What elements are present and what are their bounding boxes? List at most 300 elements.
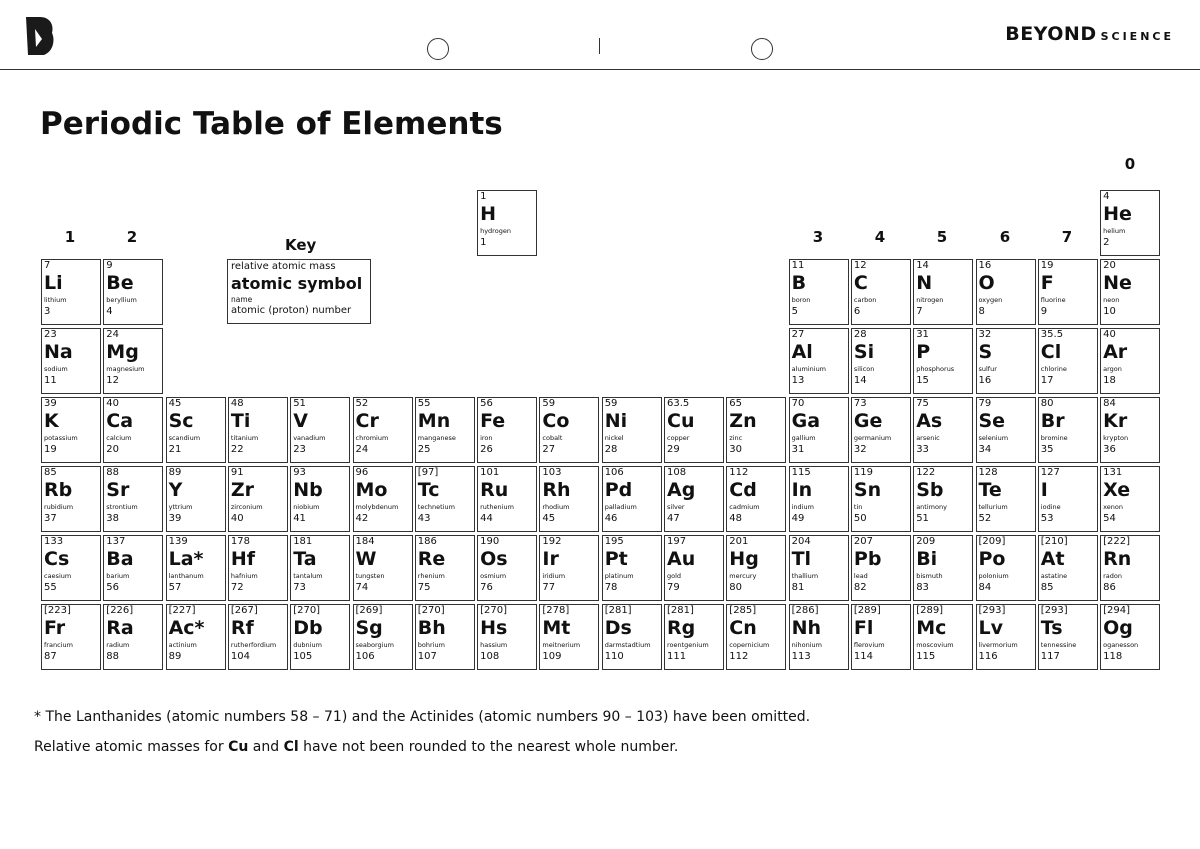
element-number: 78 <box>604 582 618 593</box>
element-number: 38 <box>106 513 120 524</box>
element-symbol: Br <box>1040 410 1065 432</box>
element-cell-chlorine <box>1038 328 1098 394</box>
element-number: 1 <box>480 237 487 248</box>
element-number: 9 <box>1040 306 1048 317</box>
element-name: tantalum <box>293 572 323 580</box>
element-name: antimony <box>916 503 947 511</box>
element-mass: 190 <box>480 536 500 547</box>
center-mark <box>599 38 600 54</box>
element-cell-nihonium <box>789 604 849 670</box>
element-mass: 207 <box>853 536 873 547</box>
element-name: chromium <box>355 434 389 442</box>
element-cell-moscovium <box>913 604 973 670</box>
element-symbol: Au <box>667 548 696 570</box>
element-cell-potassium <box>41 397 101 463</box>
element-mass: 197 <box>667 536 687 547</box>
element-cell-hassium <box>477 604 537 670</box>
element-symbol: Po <box>978 548 1006 570</box>
element-symbol: Si <box>853 341 875 363</box>
element-mass: 59 <box>542 398 556 409</box>
element-cell-dubnium <box>290 604 350 670</box>
element-mass: 101 <box>480 467 500 478</box>
element-symbol: He <box>1103 203 1132 225</box>
group-label-7: 7 <box>1061 228 1073 246</box>
element-cell-thallium <box>789 535 849 601</box>
element-cell-zinc <box>726 397 786 463</box>
element-name: copper <box>667 434 690 442</box>
element-number: 31 <box>791 444 805 455</box>
element-mass: 27 <box>791 329 805 340</box>
element-name: rhodium <box>542 503 570 511</box>
element-mass: [281] <box>604 605 632 616</box>
element-name: caesium <box>44 572 72 580</box>
element-number: 6 <box>853 306 861 317</box>
element-symbol: Hs <box>480 617 508 639</box>
element-mass: 80 <box>1040 398 1054 409</box>
element-name: technetium <box>417 503 455 511</box>
element-name: livermorium <box>978 641 1018 649</box>
element-number: 33 <box>916 444 929 455</box>
element-symbol: Se <box>978 410 1006 432</box>
element-name: molybdenum <box>355 503 399 511</box>
element-symbol: Xe <box>1103 479 1131 501</box>
element-symbol: Al <box>791 341 813 363</box>
element-name: xenon <box>1103 503 1123 511</box>
element-mass: 23 <box>44 329 57 340</box>
element-number: 24 <box>355 444 369 455</box>
element-cell-gold <box>664 535 724 601</box>
element-symbol: Cl <box>1040 341 1062 363</box>
element-name: bismuth <box>916 572 943 580</box>
element-symbol: Mg <box>106 341 139 363</box>
element-symbol: Ti <box>230 410 251 432</box>
element-cell-oganesson <box>1100 604 1160 670</box>
element-mass: 51 <box>293 398 306 409</box>
element-symbol: Lv <box>978 617 1003 639</box>
element-cell-lithium <box>41 259 101 325</box>
element-name: phosphorus <box>916 365 955 373</box>
element-cell-copernicium <box>726 604 786 670</box>
key-name-label: name <box>231 295 253 304</box>
element-name: beryllium <box>106 296 137 304</box>
element-number: 21 <box>168 444 182 455</box>
element-number: 12 <box>106 375 120 386</box>
element-number: 49 <box>791 513 805 524</box>
element-name: moscovium <box>916 641 954 649</box>
element-cell-flerovium <box>851 604 911 670</box>
element-symbol: In <box>791 479 813 501</box>
element-number: 72 <box>230 582 244 593</box>
element-symbol: Hg <box>729 548 759 570</box>
element-name: thallium <box>791 572 819 580</box>
element-cell-germanium <box>851 397 911 463</box>
brand-main: BEYOND <box>1005 23 1097 45</box>
key-symbol-label: atomic symbol <box>231 274 363 293</box>
element-name: neon <box>1103 296 1120 304</box>
element-symbol: W <box>355 548 377 570</box>
element-name: nickel <box>604 434 624 442</box>
element-name: iron <box>480 434 493 442</box>
element-cell-silicon <box>851 328 911 394</box>
element-number: 55 <box>44 582 57 593</box>
element-mass: 127 <box>1040 467 1060 478</box>
element-cell-arsenic <box>913 397 973 463</box>
element-name: rutherfordium <box>230 641 277 649</box>
element-symbol: Mn <box>417 410 451 432</box>
element-number: 87 <box>44 651 57 662</box>
element-name: nitrogen <box>916 296 944 304</box>
element-name: mercury <box>729 572 757 580</box>
element-mass: [223] <box>44 605 71 616</box>
element-name: iridium <box>542 572 566 580</box>
element-mass: 20 <box>1103 260 1116 271</box>
element-name: darmstadtium <box>604 641 651 649</box>
element-number: 73 <box>293 582 306 593</box>
element-cell-rhodium <box>539 466 599 532</box>
element-symbol: Cr <box>355 410 379 432</box>
element-number: 34 <box>978 444 992 455</box>
element-name: lithium <box>44 296 67 304</box>
element-name: hassium <box>480 641 508 649</box>
beyond-logo-icon <box>22 15 56 57</box>
element-cell-boron <box>789 259 849 325</box>
element-symbol: Ac* <box>168 617 205 639</box>
element-mass: 1 <box>480 191 487 202</box>
element-symbol: Ta <box>293 548 317 570</box>
element-symbol: Sr <box>106 479 130 501</box>
element-number: 29 <box>667 444 680 455</box>
element-cell-tungsten <box>353 535 413 601</box>
key-box <box>227 259 371 324</box>
rounding-and: and <box>248 739 284 755</box>
element-symbol: Bh <box>417 617 446 639</box>
element-name: hafnium <box>230 572 258 580</box>
element-number: 81 <box>791 582 805 593</box>
element-number: 19 <box>44 444 57 455</box>
element-name: bohrium <box>417 641 445 649</box>
element-symbol: Sn <box>853 479 882 501</box>
element-name: niobium <box>293 503 320 511</box>
element-cell-chromium <box>353 397 413 463</box>
element-name: palladium <box>604 503 637 511</box>
element-symbol: Ts <box>1040 617 1063 639</box>
element-symbol: Tc <box>417 479 440 501</box>
element-symbol: Os <box>480 548 508 570</box>
element-number: 37 <box>44 513 57 524</box>
element-cell-polonium <box>976 535 1036 601</box>
element-cell-hafnium <box>228 535 288 601</box>
element-cell-krypton <box>1100 397 1160 463</box>
element-cell-helium <box>1100 190 1160 256</box>
element-cell-actinium <box>166 604 226 670</box>
element-name: roentgenium <box>667 641 709 649</box>
element-mass: [289] <box>853 605 881 616</box>
element-symbol: Ar <box>1103 341 1128 363</box>
page-title: Periodic Table of Elements <box>40 106 503 142</box>
element-number: 109 <box>542 651 562 662</box>
element-cell-xenon <box>1100 466 1160 532</box>
element-symbol: Mc <box>916 617 947 639</box>
element-mass: [286] <box>791 605 819 616</box>
element-mass: [269] <box>355 605 383 616</box>
element-mass: 39 <box>44 398 57 409</box>
element-name: radium <box>106 641 130 649</box>
element-name: lanthanum <box>168 572 204 580</box>
element-symbol: Db <box>293 617 323 639</box>
element-cell-manganese <box>415 397 475 463</box>
element-name: bromine <box>1040 434 1068 442</box>
element-symbol: Co <box>542 410 570 432</box>
element-number: 84 <box>978 582 992 593</box>
element-name: oganesson <box>1103 641 1139 649</box>
element-cell-barium <box>103 535 163 601</box>
element-symbol: Li <box>44 272 63 294</box>
element-cell-iridium <box>539 535 599 601</box>
element-number: 30 <box>729 444 743 455</box>
element-mass: 93 <box>293 467 306 478</box>
element-number: 57 <box>168 582 182 593</box>
element-mass: 103 <box>542 467 562 478</box>
element-name: rhenium <box>417 572 445 580</box>
element-name: calcium <box>106 434 132 442</box>
element-name: nihonium <box>791 641 822 649</box>
element-name: selenium <box>978 434 1009 442</box>
element-cell-carbon <box>851 259 911 325</box>
element-cell-nitrogen <box>913 259 973 325</box>
element-mass: 178 <box>230 536 250 547</box>
element-number: 11 <box>44 375 57 386</box>
element-name: manganese <box>417 434 456 442</box>
element-number: 13 <box>791 375 805 386</box>
element-name: polonium <box>978 572 1009 580</box>
element-cell-fluorine <box>1038 259 1098 325</box>
element-mass: 70 <box>791 398 805 409</box>
element-name: meitnerium <box>542 641 581 649</box>
element-cell-antimony <box>913 466 973 532</box>
element-symbol: Ge <box>853 410 883 432</box>
element-cell-magnesium <box>103 328 163 394</box>
element-number: 39 <box>168 513 182 524</box>
group-label-3: 3 <box>812 228 824 246</box>
element-symbol: Ru <box>480 479 509 501</box>
element-number: 28 <box>604 444 618 455</box>
element-mass: 204 <box>791 536 811 547</box>
element-number: 52 <box>978 513 992 524</box>
element-mass: 192 <box>542 536 562 547</box>
element-number: 110 <box>604 651 624 662</box>
element-cell-iodine <box>1038 466 1098 532</box>
element-cell-caesium <box>41 535 101 601</box>
rounding-element-cu: Cu <box>228 739 249 755</box>
element-mass: [209] <box>978 536 1006 547</box>
element-mass: 40 <box>1103 329 1116 340</box>
element-symbol: N <box>916 272 933 294</box>
element-number: 14 <box>853 375 867 386</box>
element-symbol: At <box>1040 548 1065 570</box>
element-cell-cobalt <box>539 397 599 463</box>
element-mass: 139 <box>168 536 188 547</box>
element-cell-palladium <box>602 466 662 532</box>
element-symbol: Nh <box>791 617 822 639</box>
element-number: 88 <box>106 651 120 662</box>
element-number: 3 <box>44 306 51 317</box>
element-cell-nickel <box>602 397 662 463</box>
element-cell-sulfur <box>976 328 1036 394</box>
element-symbol: Sg <box>355 617 383 639</box>
brand-sub: SCIENCE <box>1100 30 1174 43</box>
element-cell-bromine <box>1038 397 1098 463</box>
element-number: 117 <box>1040 651 1060 662</box>
element-cell-lanthanum <box>166 535 226 601</box>
element-number: 23 <box>293 444 306 455</box>
key-heading: Key <box>285 236 317 254</box>
element-mass: 73 <box>853 398 867 409</box>
element-symbol: Tl <box>791 548 812 570</box>
element-name: strontium <box>106 503 138 511</box>
element-name: scandium <box>168 434 201 442</box>
element-name: tennessine <box>1040 641 1077 649</box>
element-mass: 84 <box>1103 398 1116 409</box>
element-number: 116 <box>978 651 998 662</box>
element-symbol: Zr <box>230 479 255 501</box>
group-label-2: 2 <box>126 228 138 246</box>
element-mass: [227] <box>168 605 196 616</box>
element-mass: [293] <box>978 605 1006 616</box>
element-symbol: Hf <box>230 548 256 570</box>
element-name: seaborgium <box>355 641 394 649</box>
element-name: germanium <box>853 434 892 442</box>
element-mass: 32 <box>978 329 992 340</box>
element-number: 10 <box>1103 306 1116 317</box>
element-name: radon <box>1103 572 1122 580</box>
element-cell-titanium <box>228 397 288 463</box>
element-number: 26 <box>480 444 493 455</box>
element-name: silver <box>667 503 685 511</box>
element-mass: 133 <box>44 536 64 547</box>
element-symbol: Ra <box>106 617 134 639</box>
element-symbol: Fe <box>480 410 506 432</box>
element-name: vanadium <box>293 434 326 442</box>
element-mass: 56 <box>480 398 493 409</box>
element-name: arsenic <box>916 434 940 442</box>
element-symbol: Be <box>106 272 134 294</box>
element-cell-zirconium <box>228 466 288 532</box>
element-name: argon <box>1103 365 1122 373</box>
element-mass: 195 <box>604 536 624 547</box>
element-cell-tantalum <box>290 535 350 601</box>
element-name: boron <box>791 296 811 304</box>
element-mass: 48 <box>230 398 244 409</box>
element-number: 5 <box>791 306 798 317</box>
element-cell-ruthenium <box>477 466 537 532</box>
element-symbol: Zn <box>729 410 757 432</box>
element-symbol: S <box>978 341 993 363</box>
element-number: 48 <box>729 513 743 524</box>
group-label-1: 1 <box>64 228 76 246</box>
element-symbol: As <box>916 410 943 432</box>
element-name: indium <box>791 503 814 511</box>
element-cell-tellurium <box>976 466 1036 532</box>
element-mass: 24 <box>106 329 120 340</box>
element-symbol: Nb <box>293 479 323 501</box>
element-symbol: Bi <box>916 548 938 570</box>
element-mass: 9 <box>106 260 113 271</box>
element-number: 43 <box>417 513 431 524</box>
element-name: sodium <box>44 365 68 373</box>
element-mass: [270] <box>480 605 507 616</box>
element-name: ruthenium <box>480 503 514 511</box>
element-number: 75 <box>417 582 431 593</box>
element-mass: 91 <box>230 467 244 478</box>
element-cell-rhenium <box>415 535 475 601</box>
element-number: 113 <box>791 651 811 662</box>
element-name: oxygen <box>978 296 1003 304</box>
element-name: iodine <box>1040 503 1061 511</box>
element-name: dubnium <box>293 641 322 649</box>
element-number: 47 <box>667 513 680 524</box>
element-symbol: Rh <box>542 479 571 501</box>
element-number: 25 <box>417 444 431 455</box>
element-symbol: Cd <box>729 479 757 501</box>
element-cell-hydrogen <box>477 190 537 256</box>
element-mass: 59 <box>604 398 618 409</box>
element-symbol: K <box>44 410 59 432</box>
element-number: 4 <box>106 306 113 317</box>
rounding-prefix: Relative atomic masses for <box>34 739 229 755</box>
element-number: 35 <box>1040 444 1054 455</box>
element-symbol: Mo <box>355 479 388 501</box>
element-cell-neon <box>1100 259 1160 325</box>
element-number: 51 <box>916 513 929 524</box>
element-mass: [293] <box>1040 605 1068 616</box>
element-mass: 128 <box>978 467 998 478</box>
element-cell-francium <box>41 604 101 670</box>
element-mass: 79 <box>978 398 992 409</box>
element-symbol: Rn <box>1103 548 1132 570</box>
element-number: 44 <box>480 513 493 524</box>
element-symbol: Ne <box>1103 272 1132 294</box>
element-symbol: Pb <box>853 548 882 570</box>
element-cell-radon <box>1100 535 1160 601</box>
element-name: magnesium <box>106 365 145 373</box>
brand-wordmark <box>1005 23 1174 45</box>
element-symbol: Ag <box>667 479 696 501</box>
element-number: 54 <box>1103 513 1116 524</box>
element-mass: 35.5 <box>1040 329 1064 340</box>
element-cell-lead <box>851 535 911 601</box>
element-cell-sodium <box>41 328 101 394</box>
element-mass: 106 <box>604 467 624 478</box>
element-cell-bohrium <box>415 604 475 670</box>
element-name: yttrium <box>168 503 193 511</box>
element-symbol: Pd <box>604 479 633 501</box>
element-number: 2 <box>1103 237 1110 248</box>
element-symbol: H <box>480 203 496 225</box>
element-cell-livermorium <box>976 604 1036 670</box>
element-symbol: C <box>853 272 868 294</box>
element-number: 15 <box>916 375 929 386</box>
element-number: 7 <box>916 306 923 317</box>
element-symbol: Y <box>168 479 183 501</box>
punch-hole-left <box>427 38 449 60</box>
element-number: 18 <box>1103 375 1116 386</box>
element-symbol: Rb <box>44 479 73 501</box>
footnote-rounding <box>34 739 678 755</box>
element-mass: [222] <box>1103 536 1130 547</box>
element-symbol: Cn <box>729 617 757 639</box>
element-cell-cadmium <box>726 466 786 532</box>
element-mass: 88 <box>106 467 120 478</box>
